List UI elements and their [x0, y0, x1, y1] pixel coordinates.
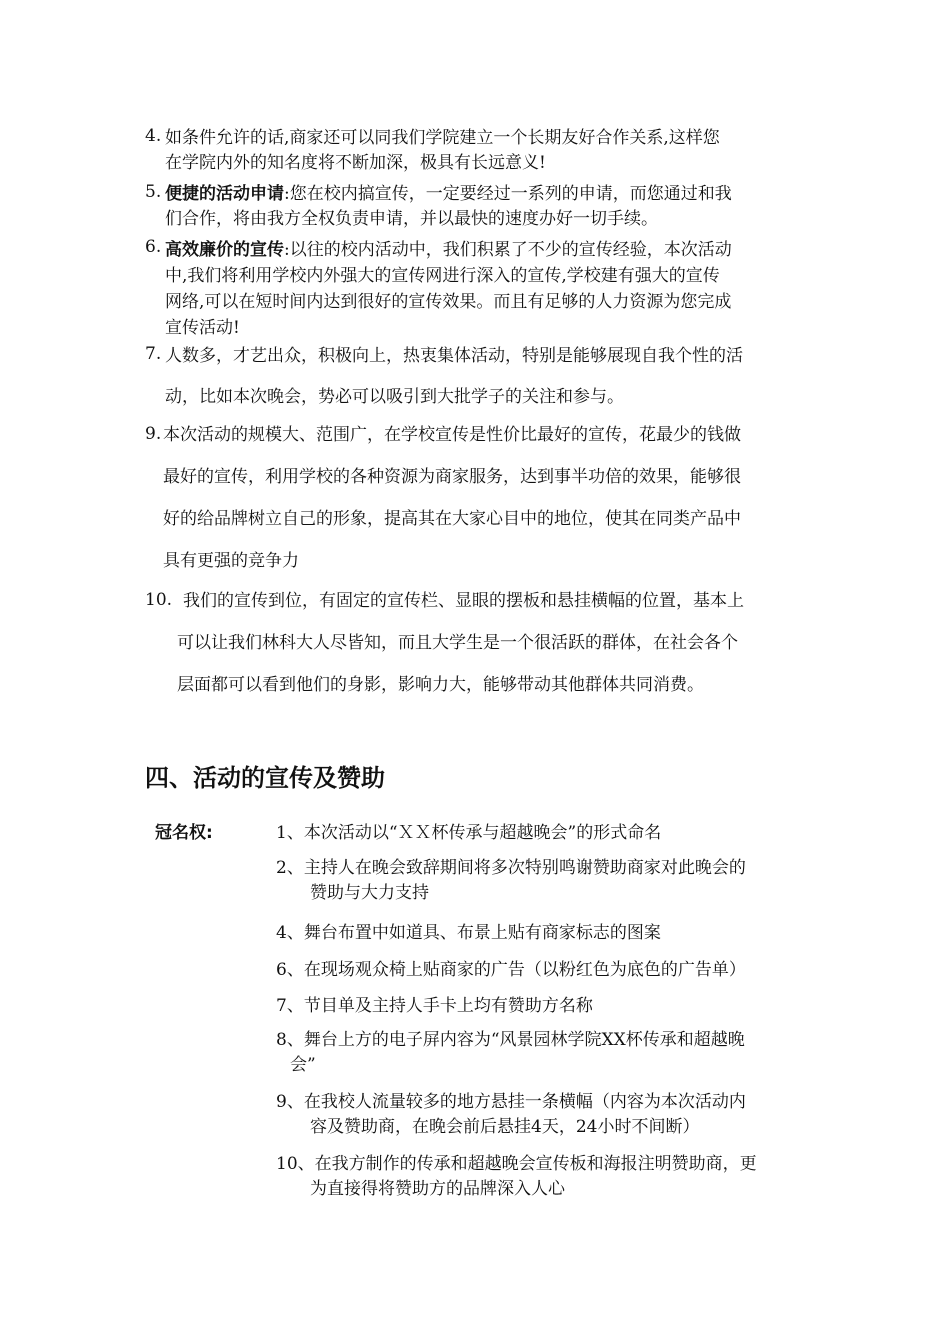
- sponsor-entry: [276, 1090, 746, 1140]
- item-line: 们合作，将由我方全权负责申请，并以最快的速度办好一切手续。: [165, 209, 658, 229]
- item-heading: 便捷的活动申请: [165, 184, 284, 204]
- entry-line: 7、节目单及主持人手卡上均有赞助方名称: [276, 996, 593, 1016]
- entry-line: 为直接得将赞助方的品牌深入人心: [310, 1179, 565, 1199]
- entry-line: 8、舞台上方的电子屏内容为“风景园林学院XX杯传承和超越晚: [276, 1030, 745, 1050]
- item-line: 具有更强的竞争力: [163, 551, 299, 571]
- item-line: 我们的宣传到位，有固定的宣传栏、显眼的摆板和悬挂横幅的位置，基本上: [183, 591, 744, 611]
- list-item-6: [145, 237, 825, 341]
- sponsor-entry: [276, 818, 661, 843]
- entry-line: 会”: [290, 1055, 316, 1075]
- entry-line: 4、舞台布置中如道具、布景上贴有商家标志的图案: [276, 923, 661, 943]
- item-line: 人数多，才艺出众，积极向上，热衷集体活动，特别是能够展现自我个性的活: [165, 346, 743, 366]
- item-line: 层面都可以看到他们的身影，影响力大，能够带动其他群体共同消费。: [177, 675, 704, 695]
- item-line: 宣传活动!: [165, 318, 240, 338]
- item-number: 7.: [145, 344, 162, 364]
- sponsor-entry: [276, 856, 746, 906]
- item-number: 6.: [145, 237, 162, 257]
- sponsor-entry: [276, 918, 661, 943]
- item-number: 5.: [145, 182, 162, 202]
- list-item-10: [145, 590, 825, 697]
- item-heading: 高效廉价的宣传: [165, 240, 284, 260]
- entry-line: 2、主持人在晚会致辞期间将多次特别鸣谢赞助商家对此晚会的: [276, 858, 746, 878]
- entry-line: 6、在现场观众椅上贴商家的广告（以粉红色为底色的广告单）: [276, 960, 746, 980]
- item-line: 动，比如本次晚会，势必可以吸引到大批学子的关注和参与。: [165, 387, 624, 407]
- entry-line: 赞助与大力支持: [310, 883, 429, 903]
- entry-line: 9、在我校人流量较多的地方悬挂一条横幅（内容为本次活动内: [276, 1092, 746, 1112]
- sponsor-entry: [276, 1152, 757, 1202]
- item-line: 好的给品牌树立自己的形象，提高其在大家心目中的地位，使其在同类产品中: [163, 509, 741, 529]
- list-item-4: [145, 126, 825, 176]
- section-heading: 四、活动的宣传及赞助: [145, 764, 385, 792]
- list-item-5: [145, 182, 825, 232]
- item-number: 9.: [145, 424, 162, 444]
- sponsor-entry: [276, 991, 593, 1016]
- sponsor-entry: [276, 955, 746, 980]
- sponsor-entry: [276, 1028, 745, 1078]
- item-line: 中,我们将利用学校内外强大的宣传网进行深入的宣传,学校建有强大的宣传: [165, 266, 720, 286]
- entry-line: 容及赞助商，在晚会前后悬挂4天，24小时不间断）: [310, 1117, 700, 1137]
- item-line: 在学院内外的知名度将不断加深，极具有长远意义!: [165, 153, 546, 173]
- naming-rights-label: 冠名权:: [155, 823, 213, 843]
- item-line: 最好的宣传，利用学校的各种资源为商家服务，达到事半功倍的效果，能够很: [163, 467, 741, 487]
- item-line: :以往的校内活动中，我们积累了不少的宣传经验，本次活动: [284, 240, 732, 260]
- item-line: 如条件允许的话,商家还可以同我们学院建立一个长期友好合作关系,这样您: [165, 128, 720, 148]
- item-number: 10.: [145, 590, 173, 610]
- list-item-7: [145, 344, 825, 410]
- entry-line: 1、本次活动以“ＸＸ杯传承与超越晚会”的形式命名: [276, 823, 662, 843]
- item-line: 本次活动的规模大、范围广，在学校宣传是性价比最好的宣传，花最少的钱做: [163, 425, 741, 445]
- item-line: :您在校内搞宣传，一定要经过一系列的申请，而您通过和我: [284, 184, 732, 204]
- list-item-9: [145, 424, 825, 573]
- entry-line: 10、在我方制作的传承和超越晚会宣传板和海报注明赞助商，更: [276, 1154, 757, 1174]
- item-line: 网络,可以在短时间内达到很好的宣传效果。而且有足够的人力资源为您完成: [165, 292, 732, 312]
- item-number: 4.: [145, 126, 162, 146]
- item-line: 可以让我们林科大人尽皆知，而且大学生是一个很活跃的群体，在社会各个: [177, 633, 738, 653]
